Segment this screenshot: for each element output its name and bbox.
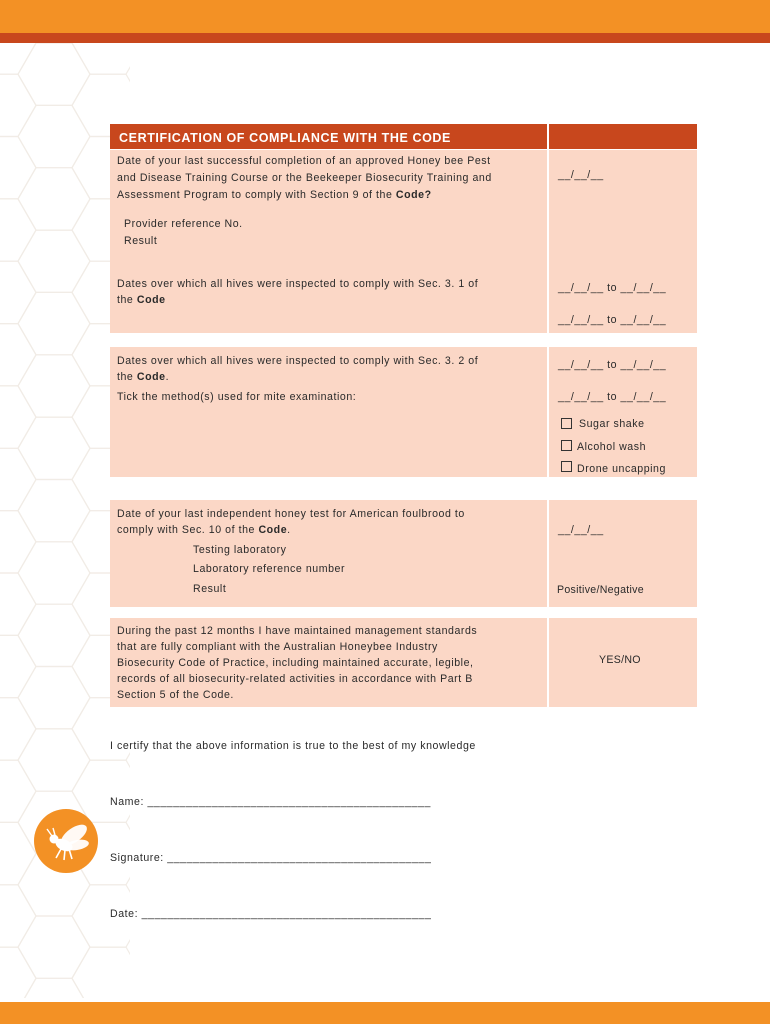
training-line-2: and Disease Training Course or the Beekeeper Biosecurity Training and — [117, 172, 492, 184]
mite-method-label: Tick the method(s) used for mite examination: — [117, 391, 357, 403]
honeycomb-cell — [18, 916, 90, 978]
honeycomb-cell — [18, 480, 90, 542]
honeycomb-cell — [0, 261, 36, 323]
honeycomb-cell — [18, 729, 90, 791]
training-line-3: Assessment Program to comply with Section 9 of the Code? — [117, 189, 432, 201]
date-field[interactable]: Date: _____________________________________________ — [110, 908, 432, 920]
certification-statement: I certify that the above information is true to the best of my knowledge — [110, 740, 476, 752]
drone-uncapping-label: Drone uncapping — [577, 463, 666, 475]
section-training — [110, 150, 697, 281]
honeycomb-cell — [18, 230, 90, 292]
inspection-3-1-range-1[interactable]: __/__/__ to __/__/__ — [558, 282, 667, 294]
section-inspection-3-1 — [110, 270, 697, 333]
alcohol-wash-label: Alcohol wash — [577, 441, 647, 453]
honey-test-result-label: Result — [193, 583, 227, 595]
honeycomb-cell — [0, 199, 36, 261]
inspection-3-1-line-1: Dates over which all hives were inspected to comply with Sec. 3. 1 of — [117, 278, 479, 290]
honeycomb-cell — [0, 760, 36, 822]
honey-test-outcome[interactable]: Positive/Negative — [557, 584, 644, 596]
honeycomb-cell — [0, 822, 36, 884]
honeycomb-cell — [18, 292, 90, 354]
laboratory-reference-label: Laboratory reference number — [193, 563, 346, 575]
section-inspection-3-2 — [110, 347, 697, 477]
inspection-3-2-line-2: the Code. — [117, 371, 170, 383]
form-title: CERTIFICATION OF COMPLIANCE WITH THE CODE — [110, 124, 547, 149]
provider-reference-label: Provider reference No. — [124, 218, 243, 230]
honeycomb-cell — [0, 43, 36, 74]
honey-test-line-2: comply with Sec. 10 of the Code. — [117, 524, 291, 536]
honey-test-line-1: Date of your last independent honey test for American foulbrood to — [117, 508, 465, 520]
name-field[interactable]: Name: ____________________________________________ — [110, 796, 431, 808]
top-banner-rust — [0, 33, 770, 43]
standards-line-5: Section 5 of the Code. — [117, 689, 234, 701]
honeycomb-cell — [0, 511, 36, 573]
signature-field[interactable]: Signature: _________________________________________ — [110, 852, 432, 864]
alcohol-wash-checkbox[interactable] — [561, 440, 572, 451]
honeycomb-cell — [18, 355, 90, 417]
standards-line-4: records of all biosecurity-related activities in accordance with Part B — [117, 673, 473, 685]
compliance-form — [110, 124, 697, 701]
testing-laboratory-label: Testing laboratory — [193, 544, 287, 556]
sugar-shake-label: Sugar shake — [579, 418, 645, 430]
drone-uncapping-checkbox[interactable] — [561, 461, 572, 472]
bottom-banner — [0, 1002, 770, 1024]
inspection-3-1-line-2: the Code — [117, 294, 166, 306]
honeycomb-cell — [0, 698, 36, 760]
inspection-3-1-range-2[interactable]: __/__/__ to __/__/__ — [558, 314, 667, 326]
training-line-1: Date of your last successful completion of an approved Honey bee Pest — [117, 155, 491, 167]
honeycomb-cell — [72, 947, 130, 998]
honeycomb-cell — [72, 43, 130, 74]
honeycomb-cell — [0, 885, 36, 947]
bee-icon — [34, 809, 98, 873]
honeycomb-cell — [0, 137, 36, 199]
honeycomb-cell — [18, 978, 90, 998]
top-banner-orange — [0, 0, 770, 33]
honeycomb-cell — [0, 386, 36, 448]
honeycomb-cell — [0, 573, 36, 635]
inspection-3-2-range-2[interactable]: __/__/__ to __/__/__ — [558, 391, 667, 403]
sugar-shake-checkbox[interactable] — [561, 418, 572, 429]
standards-line-2: that are fully compliant with the Australian Honeybee Industry — [117, 641, 438, 653]
honeycomb-cell — [18, 667, 90, 729]
honeycomb-cell — [0, 74, 36, 136]
honey-test-date-field[interactable]: __/__/__ — [558, 524, 604, 536]
inspection-3-2-range-1[interactable]: __/__/__ to __/__/__ — [558, 359, 667, 371]
training-date-field[interactable]: __/__/__ — [558, 169, 604, 181]
section-management-standards — [110, 618, 697, 707]
honeycomb-cell — [18, 417, 90, 479]
training-result-label: Result — [124, 235, 158, 247]
bee-logo — [34, 809, 98, 873]
section-honey-test — [110, 500, 697, 607]
honeycomb-cell — [18, 542, 90, 604]
standards-yes-no[interactable]: YES/NO — [599, 654, 641, 666]
honeycomb-cell — [18, 604, 90, 666]
form-header — [110, 124, 697, 149]
honeycomb-cell — [18, 168, 90, 230]
honeycomb-cell — [18, 43, 90, 105]
honeycomb-cell — [0, 635, 36, 697]
honeycomb-cell — [18, 105, 90, 167]
honeycomb-cell — [0, 324, 36, 386]
inspection-3-2-line-1: Dates over which all hives were inspected to comply with Sec. 3. 2 of — [117, 355, 479, 367]
form-header-right — [549, 124, 697, 149]
honeycomb-cell — [0, 947, 36, 998]
honeycomb-cell — [0, 448, 36, 510]
standards-line-1: During the past 12 months I have maintained management standards — [117, 625, 478, 637]
standards-line-3: Biosecurity Code of Practice, including maintained accurate, legible, — [117, 657, 474, 669]
